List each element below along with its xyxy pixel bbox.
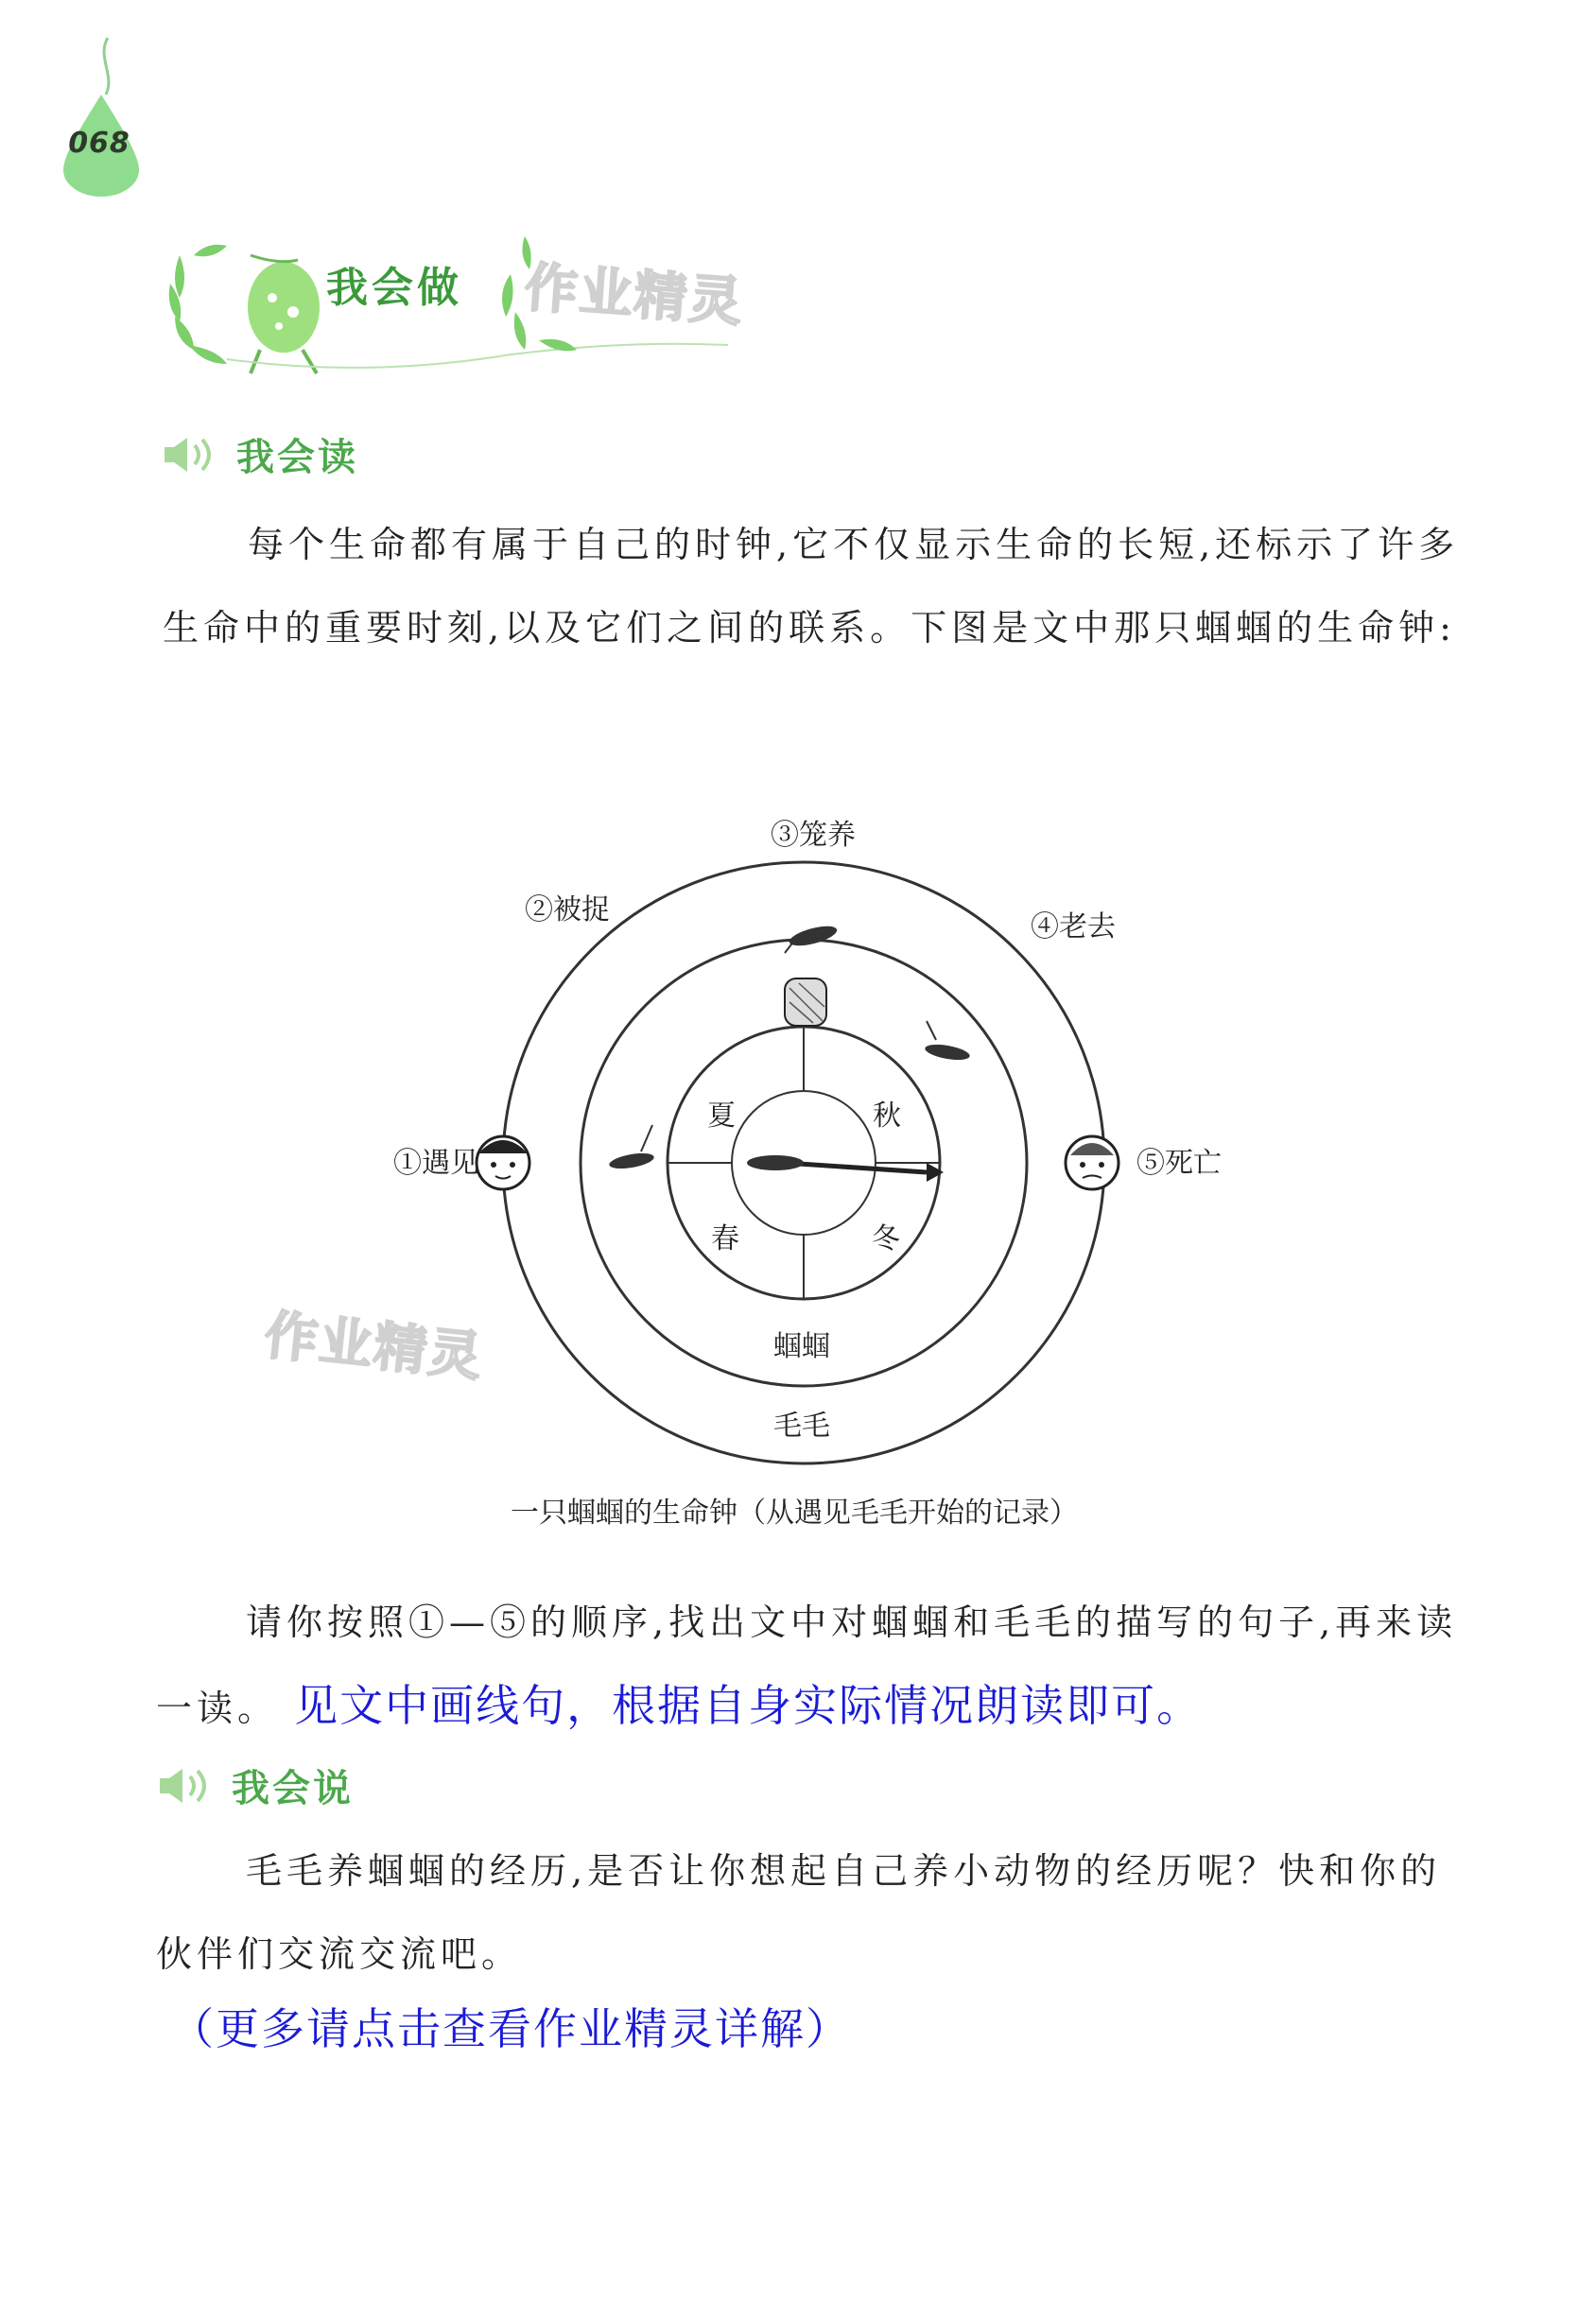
boy-face-icon	[477, 1136, 529, 1189]
say-section-title: 我会说	[232, 1767, 354, 1810]
event-label: ③笼养	[771, 819, 856, 852]
clock-hand-icon	[747, 1155, 944, 1182]
more-details-link[interactable]: （更多请点击查看作业精灵详解）	[170, 2003, 851, 2054]
page-number: 068	[68, 127, 130, 160]
cricket-icon	[785, 923, 839, 953]
section-banner-title: 我会做	[326, 264, 462, 312]
season-label: 冬	[872, 1222, 900, 1255]
watermark: 作业精灵	[261, 1305, 487, 1389]
read-paragraph: 每个生命都有属于自己的时钟,它不仅显示生命的长短,还标示了许多生命中的重要时刻,以及它们之间的联系。下图是文中那只蝈蝈的生命钟:	[163, 524, 1460, 649]
answer-text: 见文中画线句，根据自身实际情况朗读即可。	[294, 1680, 1203, 1731]
cricket-icon	[608, 1125, 655, 1171]
say-section-header	[156, 1758, 354, 1812]
read-section-header	[161, 427, 358, 481]
event-label: ①遇见	[393, 1147, 478, 1180]
cricket-icon	[924, 1021, 971, 1063]
diagram-caption: 一只蝈蝈的生命钟（从遇见毛毛开始的记录）	[511, 1497, 1078, 1530]
event-label: ④老去	[1031, 910, 1116, 944]
order-paragraph-text: 请你按照①—⑤的顺序,找出文中对蝈蝈和毛毛的描写的句子,再来读一读。	[156, 1601, 1458, 1729]
event-label: ②被捉	[525, 893, 610, 926]
season-label: 夏	[707, 1099, 736, 1133]
page-number-drop-icon	[59, 38, 144, 199]
old-face-icon	[1066, 1136, 1119, 1189]
order-paragraph	[156, 1581, 1480, 1750]
event-label: ⑤死亡	[1136, 1147, 1222, 1180]
season-label: 秋	[873, 1099, 901, 1133]
say-paragraph: 毛毛养蝈蝈的经历,是否让你想起自己养小动物的经历呢？快和你的伙伴们交流交流吧。	[156, 1850, 1442, 1975]
season-label: 春	[711, 1222, 739, 1255]
watermark: 作业精灵	[522, 256, 746, 335]
cage-icon	[785, 978, 826, 1026]
speaker-icon	[161, 434, 217, 476]
read-section-title: 我会读	[236, 436, 358, 479]
speaker-icon	[156, 1765, 213, 1807]
outer-ring-label: 毛毛	[773, 1410, 830, 1443]
inner-ring-label: 蝈蝈	[773, 1330, 830, 1363]
life-clock-diagram	[359, 804, 1222, 1522]
